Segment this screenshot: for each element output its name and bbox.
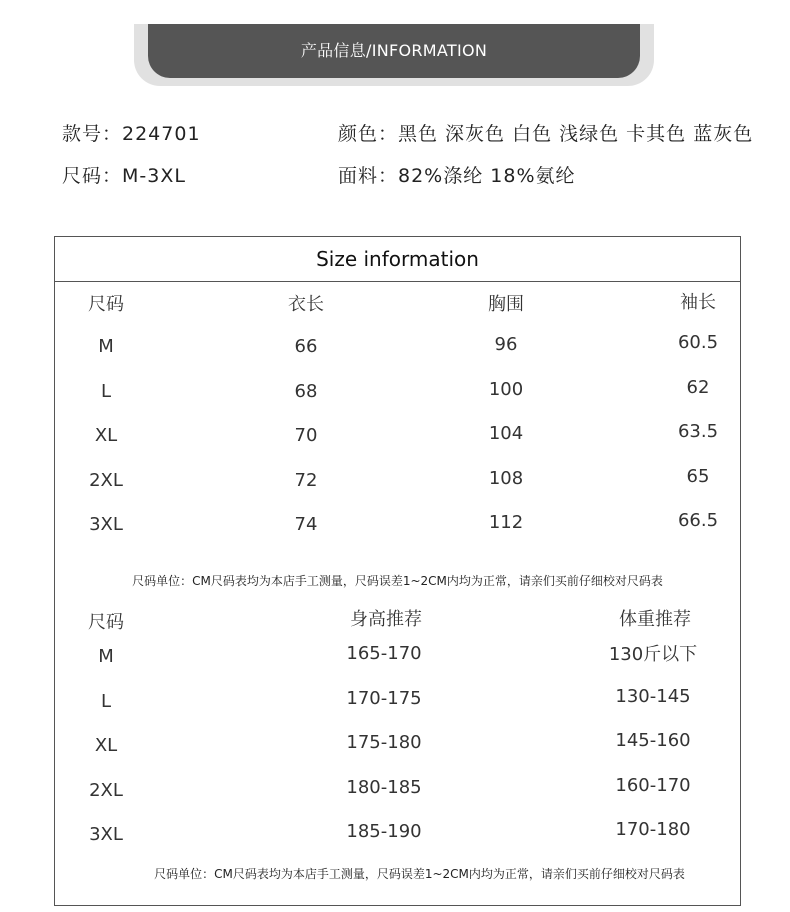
cell-size: M [98, 646, 114, 667]
cell-chest: 112 [488, 512, 524, 533]
cell-sleeve: 62 [686, 377, 710, 398]
cell-height: 180-185 [346, 777, 422, 798]
cell-weight: 160-170 [615, 775, 691, 796]
header-weight: 体重推荐 [619, 609, 691, 630]
header-height: 身高推荐 [350, 609, 422, 630]
header-size: 尺码 [88, 612, 124, 633]
cell-size: M [98, 336, 114, 357]
cell-height: 170-175 [346, 688, 422, 709]
cell-weight: 130-145 [615, 686, 691, 707]
cell-chest: 108 [488, 468, 524, 489]
cell-size: L [100, 691, 112, 712]
cell-sleeve: 65 [686, 466, 710, 487]
cell-length: 70 [294, 425, 318, 446]
size-note: 尺码单位：CM尺码表均为本店手工测量，尺码误差1~2CM内均为正常，请亲们买前仔细校对尺码表 [154, 867, 685, 881]
size-table-title: Size information [55, 237, 740, 282]
size-note: 尺码单位：CM尺码表均为本店手工测量，尺码误差1~2CM内均为正常，请亲们买前仔细校对尺码表 [132, 574, 663, 588]
header-length: 衣长 [288, 294, 324, 315]
cell-size: 2XL [89, 470, 123, 491]
cell-weight: 145-160 [615, 730, 691, 751]
cell-height: 175-180 [346, 732, 422, 753]
cell-sleeve: 60.5 [677, 332, 719, 353]
cell-chest: 96 [494, 334, 518, 355]
cell-weight: 130斤以下 [608, 644, 698, 665]
cell-chest: 104 [488, 423, 524, 444]
cell-length: 66 [294, 336, 318, 357]
cell-length: 72 [294, 470, 318, 491]
fabric: 面料：82%涤纶 18%氨纶 [338, 165, 576, 187]
cell-size: XL [94, 735, 118, 756]
size-information-table [54, 236, 741, 906]
cell-height: 165-170 [346, 643, 422, 664]
cell-size: 2XL [89, 780, 123, 801]
header-size: 尺码 [88, 294, 124, 315]
size-range: 尺码：M-3XL [62, 165, 186, 187]
colors: 颜色：黑色 深灰色 白色 浅绿色 卡其色 蓝灰色 [338, 123, 754, 145]
cell-length: 68 [294, 381, 318, 402]
cell-size: 3XL [89, 824, 123, 845]
cell-height: 185-190 [346, 821, 422, 842]
cell-chest: 100 [488, 379, 524, 400]
cell-size: L [100, 381, 112, 402]
cell-sleeve: 66.5 [677, 510, 719, 531]
banner-title: 产品信息/INFORMATION [148, 24, 640, 78]
cell-length: 74 [294, 514, 318, 535]
cell-size: 3XL [89, 514, 123, 535]
cell-size: XL [94, 425, 118, 446]
cell-weight: 170-180 [615, 819, 691, 840]
header-sleeve: 袖长 [680, 292, 716, 313]
cell-sleeve: 63.5 [677, 421, 719, 442]
header-chest: 胸围 [488, 294, 524, 315]
style-number: 款号：224701 [62, 123, 201, 145]
